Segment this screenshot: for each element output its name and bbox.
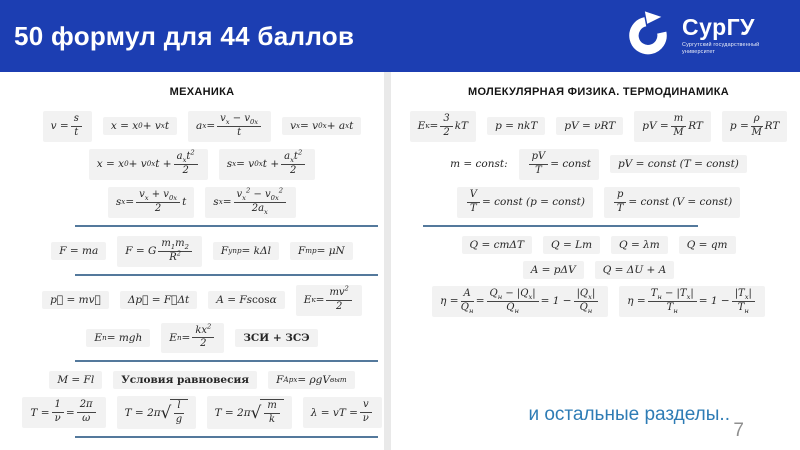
formula-cell: v = s t xyxy=(43,111,92,142)
formula-cell: s x = v 0x t + $a_xt^2$ 2 xyxy=(219,149,316,180)
slide-title: 50 формул для 44 баллов xyxy=(14,20,355,51)
formula-cell: p = ρ M RT xyxy=(722,111,787,142)
formula-cell: Q = cmΔT xyxy=(462,236,533,254)
formula-cell: Условия равновесия xyxy=(113,371,257,389)
column-mechanics xyxy=(0,72,384,450)
formula-cell: s x = $v_x^2 - v_{0x}^2$ $2a_x$ xyxy=(205,187,296,218)
formula-cell: λ = vT = v ν xyxy=(303,397,382,428)
formula-cell: E к = 3 2 kT xyxy=(410,111,476,142)
formula-row xyxy=(26,371,378,389)
footer-note: и остальные разделы.. xyxy=(528,404,730,425)
formula-cell: Q = Lm xyxy=(543,236,600,254)
formula-row xyxy=(26,149,378,180)
formula-cell: V T = const (p = const) xyxy=(457,187,593,218)
formula-cell: p = nkT xyxy=(487,117,545,135)
formula-row xyxy=(405,149,792,180)
formula-cell: A = Fs cos α xyxy=(208,291,284,309)
formula-cell: η = $T_н - |T_х|$ $T_н$ = 1 − $|T_х|$ $T_н$ xyxy=(619,286,765,317)
formula-row xyxy=(405,236,792,254)
slide-header xyxy=(0,0,800,72)
formula-cell: pV = νRT xyxy=(556,117,623,135)
formula-cell: T = 2π √ l g xyxy=(117,396,196,429)
formula-cell: Q = ΔU + A xyxy=(595,261,675,279)
formula-cell: F упр = kΔl xyxy=(213,242,279,260)
formula-cell: E п = mgh xyxy=(86,329,150,347)
section-divider xyxy=(75,274,378,276)
formula-cell: a x = $v_x - v_{0x}$ t xyxy=(188,111,271,142)
formula-cell: η = A $Q_н$ = $Q_н - |Q_х|$ $Q_н$ = 1 − $|Q_х|$ $Q_н$ xyxy=(432,286,608,317)
formula-cell: F = ma xyxy=(51,242,106,260)
formula-row xyxy=(26,285,378,316)
formula-cell: M = Fl xyxy=(49,371,102,389)
section-divider xyxy=(423,225,698,227)
section-divider xyxy=(75,436,378,438)
slide-body xyxy=(0,72,800,450)
column-thermodynamics xyxy=(391,72,800,450)
formula-cell: A = pΔV xyxy=(523,261,584,279)
formula-cell: pV = m M RT xyxy=(634,111,711,142)
column-title: МОЛЕКУЛЯРНАЯ ФИЗИКА. ТЕРМОДИНАМИКА xyxy=(468,86,729,98)
formula-cell: Q = λm xyxy=(611,236,668,254)
formula-cell: pV T = const xyxy=(519,149,599,180)
surgu-logo-icon xyxy=(623,9,673,64)
formula-group xyxy=(26,371,378,429)
section-divider xyxy=(75,360,378,362)
formula-row xyxy=(405,286,792,317)
formula-group xyxy=(405,111,792,218)
formula-row xyxy=(26,396,378,429)
formula-cell: E п = $kx^2$ 2 xyxy=(161,323,224,354)
formula-cell: F = G $m_1m_2$ $R^2$ xyxy=(117,236,202,267)
formula-cell: p⃗ = mv⃗ xyxy=(42,291,109,309)
formula-cell: E к = $mv^2$ 2 xyxy=(296,285,362,316)
formula-row xyxy=(26,236,378,267)
formula-cell: F тр = μN xyxy=(290,242,353,260)
formula-cell: s x = $v_x + v_{0x}$ 2 t xyxy=(108,187,194,218)
formula-cell: Δp⃗ = F⃗Δt xyxy=(120,291,197,309)
formula-group xyxy=(405,236,792,317)
formula-cell: p T = const (V = const) xyxy=(604,187,740,218)
formula-cell: x = x 0 + v 0x t + $a_xt^2$ 2 xyxy=(89,149,208,180)
logo-text xyxy=(682,13,780,56)
formula-cell: m = const: xyxy=(450,158,508,171)
formula-row xyxy=(405,111,792,142)
logo-subtitle: Сургутский государственный университет xyxy=(682,41,760,55)
formula-groups xyxy=(405,111,792,317)
formula-cell: ЗСИ + ЗСЭ xyxy=(235,329,317,347)
university-logo xyxy=(623,9,780,64)
formula-row xyxy=(405,261,792,279)
formula-groups xyxy=(26,111,378,438)
formula-row xyxy=(405,187,792,218)
formula-group xyxy=(26,236,378,267)
logo-brand-name: СурГУ xyxy=(682,13,755,40)
formula-cell: F Арх = ρgV выт xyxy=(268,371,355,389)
formula-cell: T = 1 ν = 2π ω xyxy=(22,397,105,428)
formula-group xyxy=(26,285,378,354)
section-divider xyxy=(75,225,378,227)
formula-cell: v x = v 0x + a x t xyxy=(282,117,361,135)
formula-group xyxy=(26,111,378,218)
formula-row xyxy=(26,111,378,142)
page-number: 7 xyxy=(733,420,744,441)
column-title: МЕХАНИКА xyxy=(169,86,235,98)
formula-row xyxy=(26,187,378,218)
formula-cell: x = x 0 + v x t xyxy=(103,117,177,135)
column-separator xyxy=(384,72,391,450)
formula-cell: Q = qm xyxy=(679,236,736,254)
formula-cell: T = 2π √ m k xyxy=(207,396,292,429)
formula-row xyxy=(26,323,378,354)
formula-cell: pV = const (T = const) xyxy=(610,155,747,173)
